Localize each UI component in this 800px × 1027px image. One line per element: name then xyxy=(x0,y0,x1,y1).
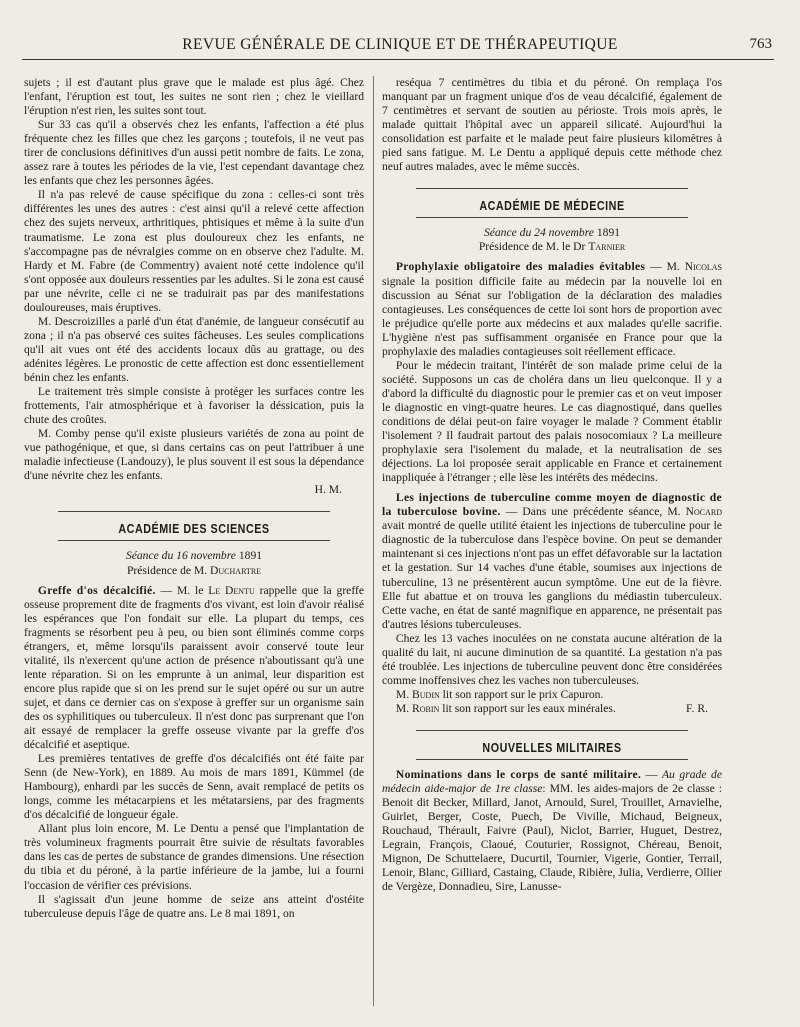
author-name: Nocard xyxy=(685,505,723,519)
inj-text: avait montré de quelle utilité étaient les injections de tuberculine pour le diagnostic de la tuberculose dans l'espèce bovine. On peut se demander maintenant si ces injections n'ont pas un effet défavorable sur la lactation et la gestation. Sur 14 vaches d'une étable, soumises aux injections de tuberculine, 13 ne présentèrent aucun symptôme. Une eut de la fièvre. Elle fut abattue et on trouva les ganglions du médiastin tuberculeux. Cette vache, en état de santé magnifique en apparence, ne présentait pas d'autres lésions tuberculeuses. xyxy=(382,519,722,631)
presidence-name: Tarnier xyxy=(588,240,626,254)
author-name: Le Dentu xyxy=(208,583,255,597)
prophylaxie-paragraph xyxy=(382,260,722,358)
column-divider xyxy=(373,76,374,1006)
paragraph: Le traitement très simple consiste à protéger les surfaces contre les frottements, l'air atmosphérique et à favoriser la déssication, puis la chute des croûtes. xyxy=(24,385,364,427)
section-rule xyxy=(416,759,688,760)
seance-line xyxy=(382,226,722,240)
page-number: 763 xyxy=(749,36,772,52)
presidence-line xyxy=(382,240,722,254)
presidence-prefix: Présidence de M. xyxy=(126,563,208,577)
paragraph: Il s'agissait d'un jeune homme de seize ans atteint d'ostéite tuberculeuse depuis l'âge de quatre ans. Le 8 mai 1891, on xyxy=(24,892,364,920)
signature: F. R. xyxy=(686,701,708,715)
seance-prefix: Séance du xyxy=(483,226,532,240)
section-rule xyxy=(58,540,330,541)
greffe-text: rappelle que la greffe osseuse proprement dite de fragments d'os vivant, est loin d'avoir réalisé les espérances que l'on fondait sur elle. La plupart du temps, ces fragments se résorbent peu à peu, ou bien sont éliminés comme corps étrangers, et, même lorsqu'ils paraissent avoir conservé toute leur vitalité, ils n'exercent qu'une action de présence n'aboutissant qu'à une lente réparation. Si on les emprunte à un animal, leur disparition est encore plus rapide que si on les prend sur le sujet opéré ou sur un autre sujet, et dans ce dernier cas on s'expose à greffer sur un organisme sain des os syphilitiques ou tuberculeux. Il n'est donc pas surprenant que l'on ait essayé de remplacer la greffe osseuse vivante par la greffe d'os décalcifié et aseptique. xyxy=(24,583,364,752)
paragraph: M. Comby pense qu'il existe plusieurs variétés de zona au point de vue pathogénique, et que, si dans certains cas on peut l'attribuer à une maladie infectieuse (Landouzy), le plus souvent il est sous la dépendance d'une névrite chez les enfants. xyxy=(24,427,364,483)
budin-lead: M. xyxy=(395,687,410,701)
greffe-paragraph xyxy=(24,584,364,753)
nominations-paragraph xyxy=(382,768,722,894)
budin-text: lit son rapport sur le prix Capuron. xyxy=(442,687,604,701)
seance-date: 16 novembre xyxy=(176,549,236,563)
running-head xyxy=(28,36,772,56)
inj-lead: — Dans une précédente séance, M. xyxy=(505,505,681,519)
section-title: ACADÉMIE DES SCIENCES xyxy=(118,522,270,537)
header-rule xyxy=(22,59,774,60)
section-rule xyxy=(416,217,688,218)
presidence-line xyxy=(24,564,364,578)
signature: H. M. xyxy=(314,483,342,497)
paragraph: sujets ; il est d'autant plus grave que le malade est plus âgé. Chez l'enfant, l'éruption est tout, les suites ne sont rien ; chez le vieillard l'éruption n'est rien, les suites sont tout. xyxy=(24,76,364,118)
paragraph: Sur 33 cas qu'il a observés chez les enfants, l'affection a été plus fréquente chez les filles que chez les garçons ; toutefois, il ne veut pas tirer de conclusions définitives d'un aussi petit nombre de faits. Le zona, assez rare à toutes les périodes de la vie, l'est cependant davantage chez les enfants que chez les personnes âgées. xyxy=(24,118,364,188)
seance-date: 24 novembre xyxy=(534,226,594,240)
greffe-lead: — M. le xyxy=(160,583,204,597)
paragraph: Allant plus loin encore, M. Le Dentu a pensé que l'implantation de très volumineux fragments pourrait être suivie de résultats favorables dans les cas de pertes de substance de grandes dimensions. Une résection du tibia et du péroné, à la partie inférieure de la jambe, lui a fourni l'occasion de vérifier ces prévisions. xyxy=(24,822,364,892)
author-name: Robin xyxy=(412,701,440,715)
seance-prefix: Séance du xyxy=(125,549,174,563)
paragraph: Chez les 13 vaches inoculées on ne constata aucune altération de la qualité du lait, ni aucune diminution de sa quantité. La gestation n'a pas été troublée. Les injections de tuberculine peuvent donc être considérées comme inoffensives chez les vaches non tuberculeuses. xyxy=(382,631,722,687)
run-in-title: Prophylaxie obligatoire des maladies évitables xyxy=(395,260,646,274)
injections-paragraph xyxy=(382,491,722,631)
paragraph: Il n'a pas relevé de cause spécifique du zona : celles-ci sont très différentes les unes des autres : c'est ainsi qu'il a relevé cette affection chez des sujets nerveux, arthritiques, phtisiques et même à la suite d'un traumatisme. Le zona est plus douloureux chez les enfants, ne s'accompagne pas de névralgies comme on en observe chez l'adulte. M. Hardy et M. Fabre (de Commentry) avaient noté cette indolence qu'il s'ont opposée aux douleurs ressenties par les adultes. Si le zona est causé par une névrite, celle ci ne se traduirait pas par des manifestations douloureuses, mais éruptives. xyxy=(24,188,364,314)
paragraph: Les premières tentatives de greffe d'os décalcifiés ont été faite par Senn (de New-York), en 1889. Au mois de mars 1891, Kümmel (de Hambourg), enhardi par les succès de Senn, avait remplacé de petits os longs, comme les métacarpiens et les métatarsiens, par des fragments d'os décalcifié de longueur égale. xyxy=(24,752,364,822)
presidence-prefix: Présidence de M. le Dr xyxy=(478,240,586,254)
seance-year: 1891 xyxy=(596,226,621,240)
run-in-title: Nominations dans le corps de santé militaire. xyxy=(395,768,642,782)
nom-dash: — xyxy=(645,768,658,782)
section-title: NOUVELLES MILITAIRES xyxy=(482,740,622,755)
seance-year: 1891 xyxy=(238,549,263,563)
author-name: Nicolas xyxy=(684,260,722,274)
seance-line xyxy=(24,549,364,563)
paragraph: M. Descroizilles a parlé d'un état d'anémie, de langueur consécutif au zona ; il n'a pas observé ces suites fâcheuses. Les seules complications qu'il ait vues ont été des accidents locaux dûs au grattage, ou des adénites légères. Le pronostic de cette affection est donc essentiellement bénin chez les enfants. xyxy=(24,314,364,384)
robin-line xyxy=(382,702,722,716)
section-rule xyxy=(58,511,330,512)
robin-text: lit son rapport sur les eaux minérales. xyxy=(442,701,616,715)
section-rule xyxy=(416,188,688,189)
proph-dash: — M. xyxy=(650,260,680,274)
left-column xyxy=(24,76,364,921)
nom-text: : MM. les aides-majors de 2e classe : Benoit dit Becker, Millard, Janot, Arnould, Surel, Trouillet, Arnavielhe, Guirlet, Berger, Coste, Puech, De Viville, Michaud, Beigneux, Rouchaud, Thérault, Faivre (Paul), Niclot, Barrier, Huguet, Destrez, Legrain, François, Claoué, Couturier, Rossignot, Chéreau, Benoit, Mignon, De Schuttelaere, Ducurtil, Tournier, Vigerie, Gontier, Terrail, Lenoir, Blanc, Gilliard, Castaing, Claude, Ribière, Julia, Verdierre, Ollier de Vergèze, Donnadieu, Sire, Lanusse- xyxy=(382,782,722,894)
author-name: Budin xyxy=(412,687,440,701)
proph-text: signale la position difficile faite au médecin par la nouvelle loi en discussion au Sénat sur l'obligation de la déclaration des maladies contagieuses. Les conséquences de cette loi sont hors de proportion avec le préjudice qu'elle porte aux médecins et aux malades qu'elle sacrifie. L'hygiène n'est pas suffisamment organisée en France pour que la prophylaxie des maladies contagieuses soit réellement efficace. xyxy=(382,274,722,358)
section-rule xyxy=(416,730,688,731)
run-in-title: Les injections de tuberculine comme moyen de diagnostic de la tuberculose bovine. xyxy=(382,491,722,519)
running-title: REVUE GÉNÉRALE DE CLINIQUE ET DE THÉRAPEUTIQUE xyxy=(182,36,618,53)
right-column xyxy=(382,76,722,894)
section-title: ACADÉMIE DE MÉDECINE xyxy=(479,199,625,214)
run-in-title: Greffe d'os décalcifié. xyxy=(37,583,156,597)
robin-lead: M. xyxy=(395,701,410,715)
budin-line xyxy=(382,688,722,702)
presidence-name: Duchartre xyxy=(210,563,262,577)
paragraph: Pour le médecin traitant, l'intérêt de son malade prime celui de la société. Supposons un cas de choléra dans un lieu quelconque. Il y a d'abord la difficulté du diagnostic pour le premier cas et on veut imposer le diagnostic en vingt-quatre heures. Le cas diagnostiqué, dans quelles conditions de délai peut-on faire voyager le malade ? Comment établir l'isolement ? Il faudrait partout des palais nosocomiaux ? La meilleure prophylaxie sera l'isolement du malade, et la neutralisation de ses déjections. La loi proposée serait applicable en France et certainement inappliquée à l'étranger ; elle lèse les intérêts des médecins. xyxy=(382,358,722,485)
paragraph: reséqua 7 centimètres du tibia et du péroné. On remplaça l'os manquant par un fragment unique d'os de veau décalcifié, également de 7 centimètres et servant de soutien au périoste. Trois mois après, le malade quittait l'hôpital avec un appareil silicaté. Aujourd'hui la consolidation est parfaite et le malade peut faire plusieurs kilomètres à pied sans fatigue. M. Le Dentu a appliqué depuis cette méthode chez neuf autres malades, avec le même succès. xyxy=(382,76,722,174)
nom-grade: Au grade de médecin aide-major de 1re classe xyxy=(382,768,723,796)
